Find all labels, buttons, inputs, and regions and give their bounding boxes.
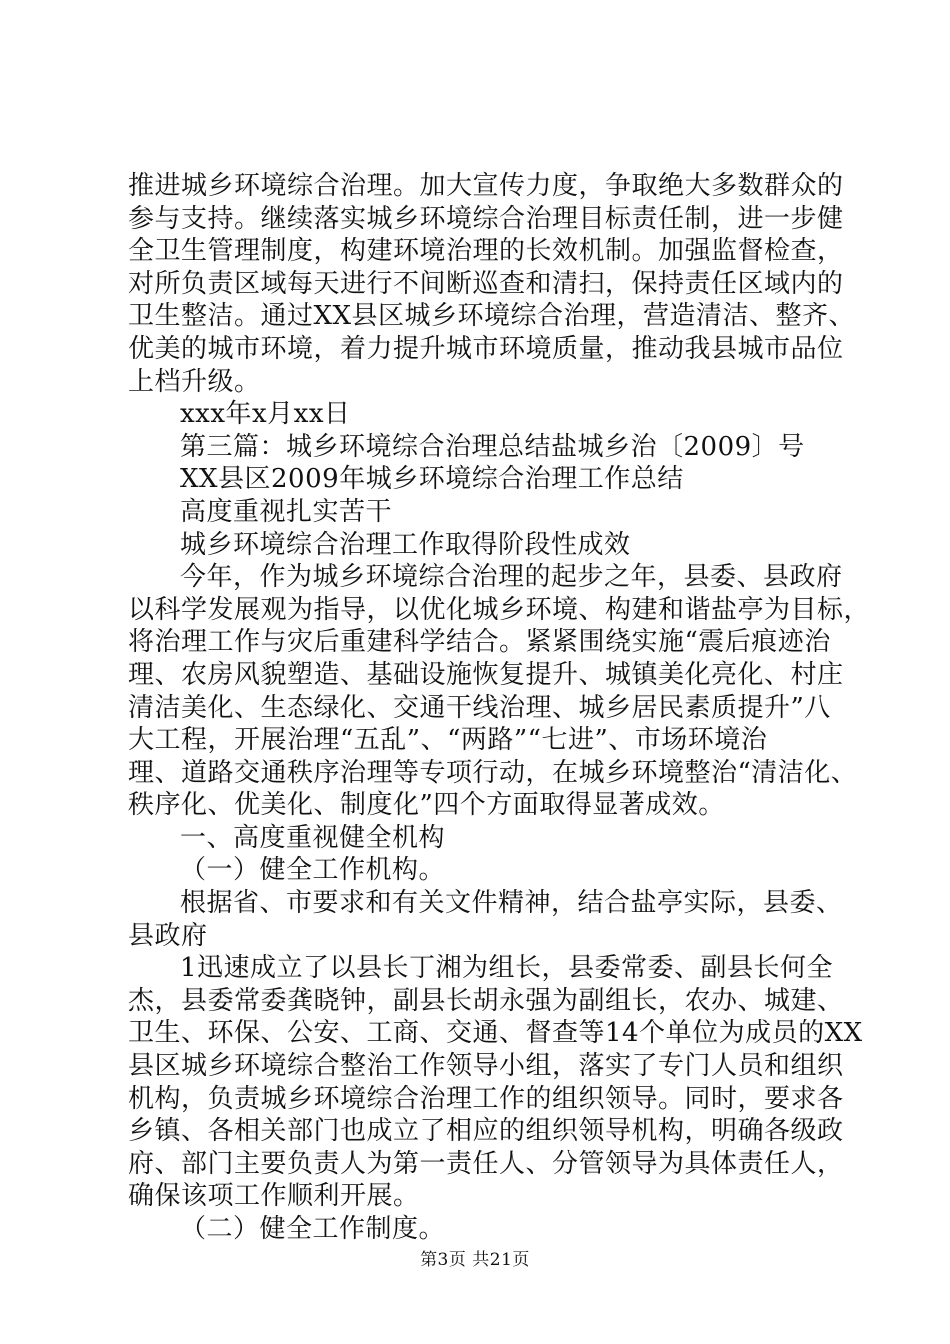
text-line: 优美的城市环境，着力提升城市环境质量，推动我县城市品位 — [128, 333, 844, 364]
text-line: 机构，负责城乡环境综合治理工作的组织领导。同时，要求各 — [128, 1083, 844, 1114]
text-line: 清洁美化、生态绿化、交通干线治理、城乡居民素质提升”八 — [128, 692, 831, 723]
text-line: 今年，作为城乡环境综合治理的起步之年，县委、县政府 — [180, 562, 843, 593]
page-footer: 第3页 共21页 — [420, 1250, 530, 1270]
text-line: 根据省、市要求和有关文件精神，结合盐亭实际，县委、 — [180, 888, 843, 919]
text-line: 乡镇、各相关部门也成立了相应的组织领导机构，明确各级政 — [128, 1116, 844, 1147]
text-line: 以科学发展观为指导，以优化城乡环境、构建和谐盐亭为目标， — [128, 594, 871, 625]
text-line: 理、农房风貌塑造、基础设施恢复提升、城镇美化亮化、村庄 — [128, 659, 844, 690]
text-line: 县区城乡环境综合整治工作领导小组，落实了专门人员和组织 — [128, 1051, 844, 1082]
text-line: 第三篇：城乡环境综合治理总结盐城乡治〔2009〕号 — [180, 431, 805, 462]
text-line: 府、部门主要负责人为第一责任人、分管领导为具体责任人， — [128, 1148, 844, 1179]
text-line: 上档升级。 — [128, 366, 261, 397]
text-line: 参与支持。继续落实城乡环境综合治理目标责任制，进一步健 — [128, 203, 844, 234]
text-line: 大工程，开展治理“五乱”、“两路”“七进”、市场环境治 — [128, 725, 768, 756]
text-line: xxx年x月xx日 — [180, 399, 351, 430]
text-line: 卫生、环保、公安、工商、交通、督查等14个单位为成员的XX — [128, 1018, 863, 1049]
text-line: （一）健全工作机构。 — [180, 855, 446, 886]
text-line: 推进城乡环境综合治理。加大宣传力度，争取绝大多数群众的 — [128, 171, 844, 201]
text-line: 确保该项工作顺利开展。 — [128, 1181, 420, 1212]
text-line: 秩序化、优美化、制度化”四个方面取得显著成效。 — [128, 790, 725, 821]
text-line: 将治理工作与灾后重建科学结合。紧紧围绕实施“震后痕迹治 — [128, 627, 831, 658]
text-line: XX县区2009年城乡环境综合治理工作总结 — [180, 464, 684, 495]
text-line: 一、高度重视健全机构 — [180, 822, 446, 853]
text-line: （二）健全工作制度。 — [180, 1214, 446, 1244]
document-body — [128, 170, 871, 1246]
text-line: 理、道路交通秩序治理等专项行动，在城乡环境整治“清洁化、 — [128, 757, 858, 788]
text-line: 杰，县委常委龚晓钟，副县长胡永强为副组长，农办、城建、 — [128, 985, 844, 1016]
text-line: 对所负责区域每天进行不间断巡查和清扫，保持责任区域内的 — [128, 268, 844, 299]
text-line: 卫生整洁。通过XX县区城乡环境综合治理，营造清洁、整齐、 — [128, 301, 856, 332]
text-line: 全卫生管理制度，构建环境治理的长效机制。加强监督检查， — [128, 236, 844, 267]
text-line: 县政府 — [128, 920, 208, 951]
text-line: 城乡环境综合治理工作取得阶段性成效 — [180, 529, 631, 560]
text-line: 1迅速成立了以县长丁湘为组长，县委常委、副县长何全 — [180, 953, 834, 984]
text-line: 高度重视扎实苦干 — [180, 496, 393, 527]
